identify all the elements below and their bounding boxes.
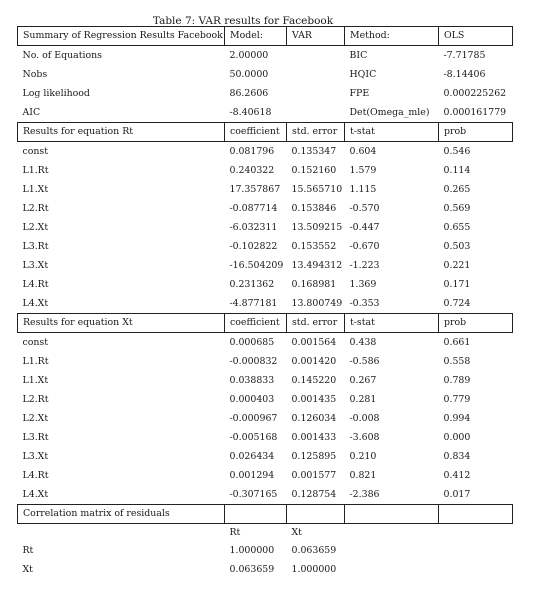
table-cell: 0.661 [443, 336, 471, 348]
table-cell: 0.000 [443, 431, 471, 443]
var-results-table [17, 26, 513, 580]
table-cell: No. of Equations [22, 49, 102, 61]
table-cell: L2.Rt [22, 393, 49, 405]
table-cell: BIC [349, 49, 368, 61]
table-cell: 0.569 [443, 202, 471, 214]
table-cell: Det(Omega_mle) [349, 106, 430, 118]
eq-xt-row [18, 352, 513, 371]
table-cell: 0.000403 [229, 393, 275, 405]
summary-row [18, 65, 513, 84]
table-cell: 0.153846 [291, 202, 337, 214]
table-cell: L2.Rt [22, 202, 49, 214]
table-cell: 0.001577 [291, 469, 337, 481]
table-cell: Nobs [22, 68, 48, 80]
table-cell: 0.604 [349, 145, 377, 157]
table-cell: 0.412 [443, 469, 471, 481]
table-cell: Model: [225, 27, 287, 46]
table-cell: 0.267 [349, 374, 377, 386]
table-caption: Table 7: VAR results for Facebook [152, 15, 334, 27]
eq-rt-row [18, 294, 513, 314]
eq-rt-row [18, 142, 513, 162]
table-cell: L4.Rt [22, 278, 49, 290]
table-cell: 0.503 [443, 240, 471, 252]
table-cell [287, 65, 345, 84]
table-cell: -0.307165 [229, 488, 278, 500]
table-cell: -0.586 [349, 355, 380, 367]
table-cell [439, 524, 513, 543]
table-cell [345, 542, 439, 559]
table-cell: -16.504209 [229, 259, 284, 271]
table-cell [345, 505, 439, 524]
table-cell: 17.357867 [229, 183, 281, 195]
eq-xt-row [18, 409, 513, 428]
table-cell: std. error [287, 123, 345, 142]
eq-rt-row [18, 237, 513, 256]
table-cell: FPE [349, 87, 370, 99]
table-cell: -0.087714 [229, 202, 278, 214]
table-cell [287, 103, 345, 123]
corr-row [18, 542, 513, 559]
table-cell: 0.221 [443, 259, 471, 271]
table-cell: Summary of Regression Results Facebook [18, 27, 225, 46]
table-cell: 13.509215 [291, 221, 343, 233]
table-cell: 86.2606 [229, 87, 269, 99]
table-cell: coefficient [225, 123, 287, 142]
table-cell: 0.145220 [291, 374, 337, 386]
table-cell: Rt [22, 544, 34, 556]
eq-xt-row [18, 485, 513, 505]
table-cell: 1.000000 [291, 563, 337, 575]
table-cell: L3.Xt [22, 259, 49, 271]
table-cell: L1.Xt [22, 183, 49, 195]
table-cell: -6.032311 [229, 221, 278, 233]
table-cell: 0.558 [443, 355, 471, 367]
table-cell: 0.834 [443, 450, 471, 462]
table-cell: coefficient [225, 314, 287, 333]
table-cell: L3.Xt [22, 450, 49, 462]
table-cell: HQIC [349, 68, 377, 80]
table-cell: 1.115 [349, 183, 377, 195]
table-cell [345, 524, 439, 543]
table-cell: 0.789 [443, 374, 471, 386]
table-cell: 0.779 [443, 393, 471, 405]
eq-rt-row [18, 199, 513, 218]
table-cell: const [22, 336, 49, 348]
table-cell: 0.063659 [291, 544, 337, 556]
summary-header-row [18, 27, 513, 46]
table-cell: OLS [439, 27, 513, 46]
table-cell: 0.126034 [291, 412, 337, 424]
table-cell: Xt [22, 563, 33, 575]
table-cell [18, 524, 225, 543]
table-cell: 0.153552 [291, 240, 337, 252]
corr-row [18, 559, 513, 580]
table-cell: std. error [287, 314, 345, 333]
table-cell: L3.Rt [22, 240, 49, 252]
table-cell: -2.386 [349, 488, 380, 500]
table-cell: L4.Xt [22, 488, 49, 500]
table-cell: 0.125895 [291, 450, 337, 462]
table-cell: 0.821 [349, 469, 377, 481]
table-cell: 0.994 [443, 412, 471, 424]
table-cell: 0.438 [349, 336, 377, 348]
table-cell: Results for equation Xt [18, 314, 225, 333]
table-cell: -0.000832 [229, 355, 278, 367]
table-cell [439, 505, 513, 524]
table-cell [439, 542, 513, 559]
table-cell: 1.369 [349, 278, 377, 290]
table-cell: 0.168981 [291, 278, 337, 290]
table-cell: -8.14406 [443, 68, 486, 80]
table-cell: AIC [22, 106, 41, 118]
table-cell [345, 559, 439, 580]
table-cell: 0.240322 [229, 164, 275, 176]
table-cell: 0.724 [443, 297, 471, 309]
table-cell: 0.038833 [229, 374, 275, 386]
table-cell: 1.579 [349, 164, 377, 176]
table-cell [287, 505, 345, 524]
table-cell: 0.135347 [291, 145, 337, 157]
summary-row [18, 84, 513, 103]
table-cell: L2.Xt [22, 221, 49, 233]
summary-row [18, 103, 513, 123]
table-cell: 0.017 [443, 488, 471, 500]
table-cell: 0.171 [443, 278, 471, 290]
table-cell: L4.Xt [22, 297, 49, 309]
table-cell: L4.Rt [22, 469, 49, 481]
eq-rt-header-row [18, 123, 513, 142]
table-cell: 15.565710 [291, 183, 343, 195]
table-cell: 0.001435 [291, 393, 337, 405]
table-cell: 0.655 [443, 221, 471, 233]
table-cell: 0.546 [443, 145, 471, 157]
table-cell: t-stat [345, 123, 439, 142]
table-cell: Correlation matrix of residuals [18, 505, 225, 524]
table-cell [439, 559, 513, 580]
table-cell: 0.281 [349, 393, 377, 405]
table-cell: prob [439, 123, 513, 142]
table-cell: -0.353 [349, 297, 380, 309]
table-cell: 0.001420 [291, 355, 337, 367]
eq-xt-row [18, 447, 513, 466]
corr-header-row [18, 505, 513, 524]
corr-columns-row [18, 524, 513, 543]
table-cell: -0.670 [349, 240, 380, 252]
table-cell: -0.005168 [229, 431, 278, 443]
table-cell: Log likelihood [22, 87, 90, 99]
table-cell: -0.000967 [229, 412, 278, 424]
eq-xt-row [18, 371, 513, 390]
table-cell [287, 46, 345, 66]
eq-xt-row [18, 428, 513, 447]
table-cell: 50.0000 [229, 68, 269, 80]
table-cell: 13.494312 [291, 259, 343, 271]
eq-rt-row [18, 161, 513, 180]
table-cell: 0.128754 [291, 488, 337, 500]
table-cell: Xt [291, 527, 302, 538]
table-cell: -1.223 [349, 259, 380, 271]
table-cell: 0.026434 [229, 450, 275, 462]
eq-xt-row [18, 466, 513, 485]
summary-row [18, 46, 513, 66]
eq-xt-row [18, 333, 513, 353]
table-cell [287, 84, 345, 103]
table-cell: 0.000685 [229, 336, 275, 348]
table-cell: -7.71785 [443, 49, 486, 61]
eq-rt-row [18, 256, 513, 275]
table-cell: -4.877181 [229, 297, 278, 309]
eq-xt-header-row [18, 314, 513, 333]
table-cell: t-stat [345, 314, 439, 333]
eq-rt-row [18, 218, 513, 237]
table-cell [225, 505, 287, 524]
table-cell: prob [439, 314, 513, 333]
table-cell: 0.001294 [229, 469, 275, 481]
table-cell: 2.00000 [229, 49, 269, 61]
table-cell: Method: [345, 27, 439, 46]
table-cell: 0.265 [443, 183, 471, 195]
table-cell: -0.570 [349, 202, 380, 214]
table-cell: 1.000000 [229, 544, 275, 556]
table-cell: -0.008 [349, 412, 380, 424]
table-cell: L2.Xt [22, 412, 49, 424]
table-cell: const [22, 145, 49, 157]
table-cell: 0.001433 [291, 431, 337, 443]
table-cell: 0.210 [349, 450, 377, 462]
table-cell: L1.Rt [22, 355, 49, 367]
table-cell: -8.40618 [229, 106, 272, 118]
eq-rt-row [18, 180, 513, 199]
eq-xt-row [18, 390, 513, 409]
table-cell: Rt [229, 527, 241, 538]
table-cell: 0.063659 [229, 563, 275, 575]
table-cell: -0.102822 [229, 240, 278, 252]
table-cell: 0.231362 [229, 278, 275, 290]
table-cell: -0.447 [349, 221, 380, 233]
table-cell: L1.Rt [22, 164, 49, 176]
table-cell: 13.800749 [291, 297, 343, 309]
table-cell: 0.081796 [229, 145, 275, 157]
table-cell: 0.000225262 [443, 87, 507, 99]
table-cell: 0.001564 [291, 336, 337, 348]
table-cell: 0.152160 [291, 164, 337, 176]
table-cell: L1.Xt [22, 374, 49, 386]
eq-rt-row [18, 275, 513, 294]
table-cell: -3.608 [349, 431, 380, 443]
table-cell: Results for equation Rt [18, 123, 225, 142]
table-cell: VAR [287, 27, 345, 46]
table-cell: 0.114 [443, 164, 471, 176]
table-cell: L3.Rt [22, 431, 49, 443]
table-cell: 0.000161779 [443, 106, 507, 118]
